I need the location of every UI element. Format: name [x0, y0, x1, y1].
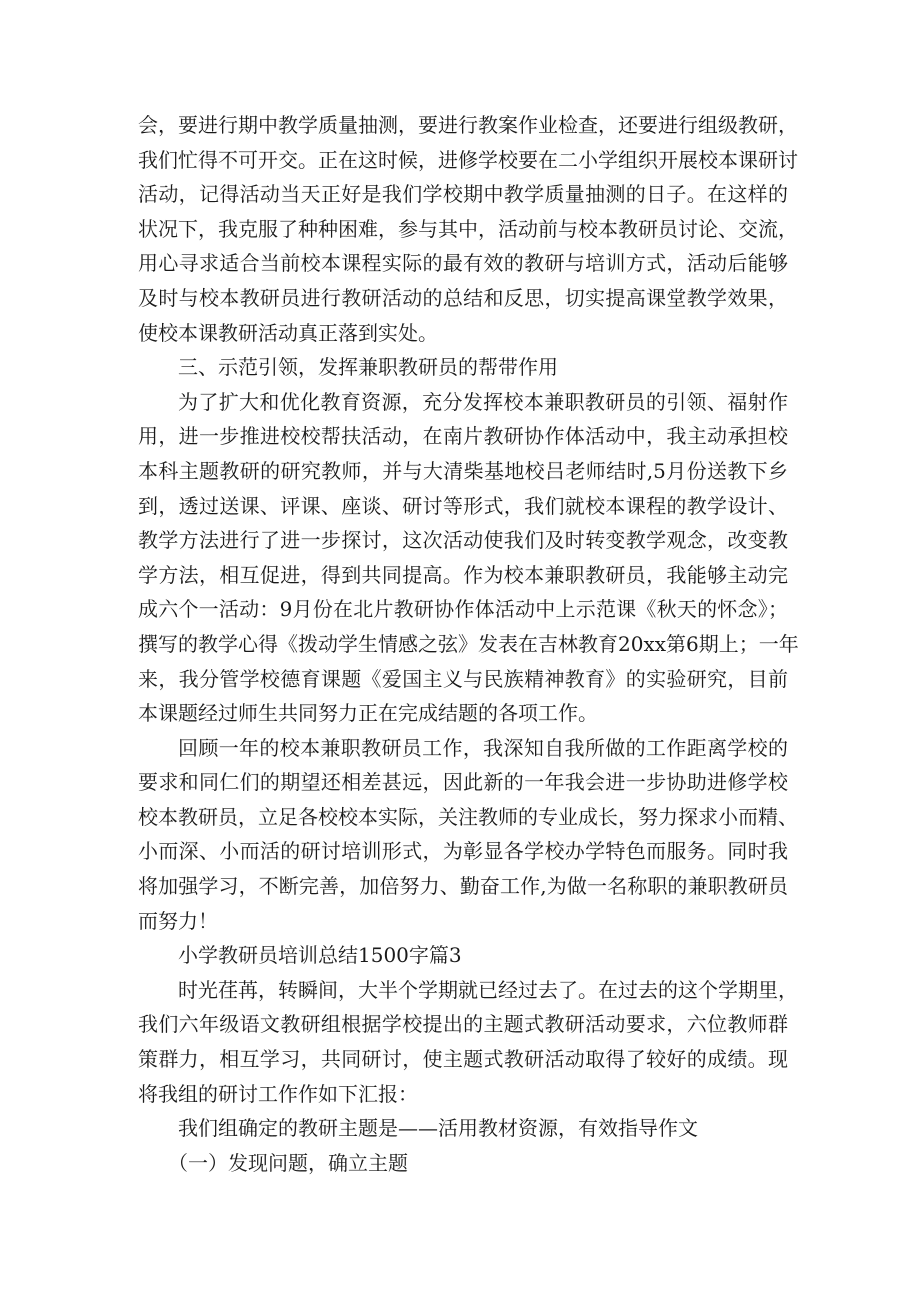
heading-text: 我们组确定的教研主题是——活用教材资源，有效指导作文: [178, 1116, 698, 1141]
heading-text: 小学教研员培训总结1500字篇3: [178, 943, 462, 968]
heading-text: （一）发现问题，确立主题: [168, 1150, 408, 1175]
body-paragraph: [138, 108, 798, 350]
section-heading: [138, 938, 788, 973]
text-line: 时光荏苒，转瞬间，大半个学期就已经过去了。在过去的这个学期里，: [178, 977, 798, 1002]
text-line: 将我组的研讨工作作如下汇报：: [138, 1081, 418, 1106]
text-line: 来，我分管学校德育课题《爱国主义与民族精神教育》的实验研究，目前: [138, 666, 788, 691]
text-line: 使校本课教研活动真正落到实处。: [138, 320, 438, 345]
text-line: 将加强学习，不断完善，加倍努力、勤奋工作,为做一名称职的兼职教研员: [138, 874, 788, 899]
text-line: 学方法，相互促进，得到共同提高。作为校本兼职教研员，我能够主动完: [138, 562, 788, 587]
text-line: 为了扩大和优化教育资源，充分发挥校本兼职教研员的引领、福射作: [178, 389, 788, 414]
body-paragraph: [138, 973, 798, 1111]
text-line: 撰写的教学心得《拨动学生情感之弦》发表在吉林教育20xx第6期上；一年: [138, 631, 799, 656]
body-paragraph: [138, 385, 799, 731]
text-line: 要求和同仁们的期望还相差甚远，因此新的一年我会进一步协助进修学校: [138, 770, 788, 795]
section-heading: [138, 350, 788, 385]
text-line: 用心寻求适合当前校本课程实际的最有效的教研与培训方式，活动后能够: [138, 251, 788, 276]
text-line: 状况下，我克服了种种困难，参与其中，活动前与校本教研员讨论、交流，: [138, 216, 798, 241]
text-line: 到，透过送课、评课、座谈、研讨等形式，我们就校本课程的教学设计、: [138, 493, 788, 518]
sub-section-heading: [138, 1146, 788, 1181]
body-paragraph: [138, 731, 798, 939]
document-page: [138, 108, 799, 1180]
text-line: 而努力！: [138, 908, 218, 933]
text-line: 成六个一活动：9月份在北片教研协作体活动中上示范课《秋天的怀念》；: [138, 597, 788, 622]
text-line: 用，进一步推进校校帮扶活动，在南片教研协作体活动中，我主动承担校: [138, 424, 788, 449]
text-line: 本课题经过师生共同努力正在完成结题的各项工作。: [138, 701, 598, 726]
text-line: 我们忙得不可开交。正在这时候，进修学校要在二小学组织开展校本课研讨: [138, 147, 798, 172]
text-line: 我们六年级语文教研组根据学校提出的主题式教研活动要求，六位教师群: [138, 1012, 788, 1037]
text-line: 会，要进行期中教学质量抽测，要进行教案作业检查，还要进行组级教研，: [138, 113, 798, 137]
text-line: 及时与校本教研员进行教研活动的总结和反思，切实提高课堂教学效果，: [138, 285, 788, 310]
text-line: 小而深、小而活的研讨培训形式，为彰显各学校办学特色而服务。同时我: [138, 839, 788, 864]
text-line: 教学方法进行了进一步探讨，这次活动使我们及时转变教学观念，改变教: [138, 528, 788, 553]
text-line: 校本教研员，立足各校校本实际，关注教师的专业成长，努力探求小而精、: [138, 804, 798, 829]
text-line: 本科主题教研的研究教师，并与大清柴基地校吕老师结时,5月份送教下乡: [138, 458, 788, 483]
heading-text: 三、示范引领，发挥兼职教研员的帮带作用: [178, 355, 558, 380]
text-line: 活动，记得活动当天正好是我们学校期中教学质量抽测的日子。在这样的: [138, 182, 788, 207]
section-heading: [138, 1111, 788, 1146]
text-line: 策群力，相互学习，共同研讨，使主题式教研活动取得了较好的成绩。现: [138, 1047, 788, 1072]
text-line: 回顾一年的校本兼职教研员工作，我深知自我所做的工作距离学校的: [178, 735, 788, 760]
